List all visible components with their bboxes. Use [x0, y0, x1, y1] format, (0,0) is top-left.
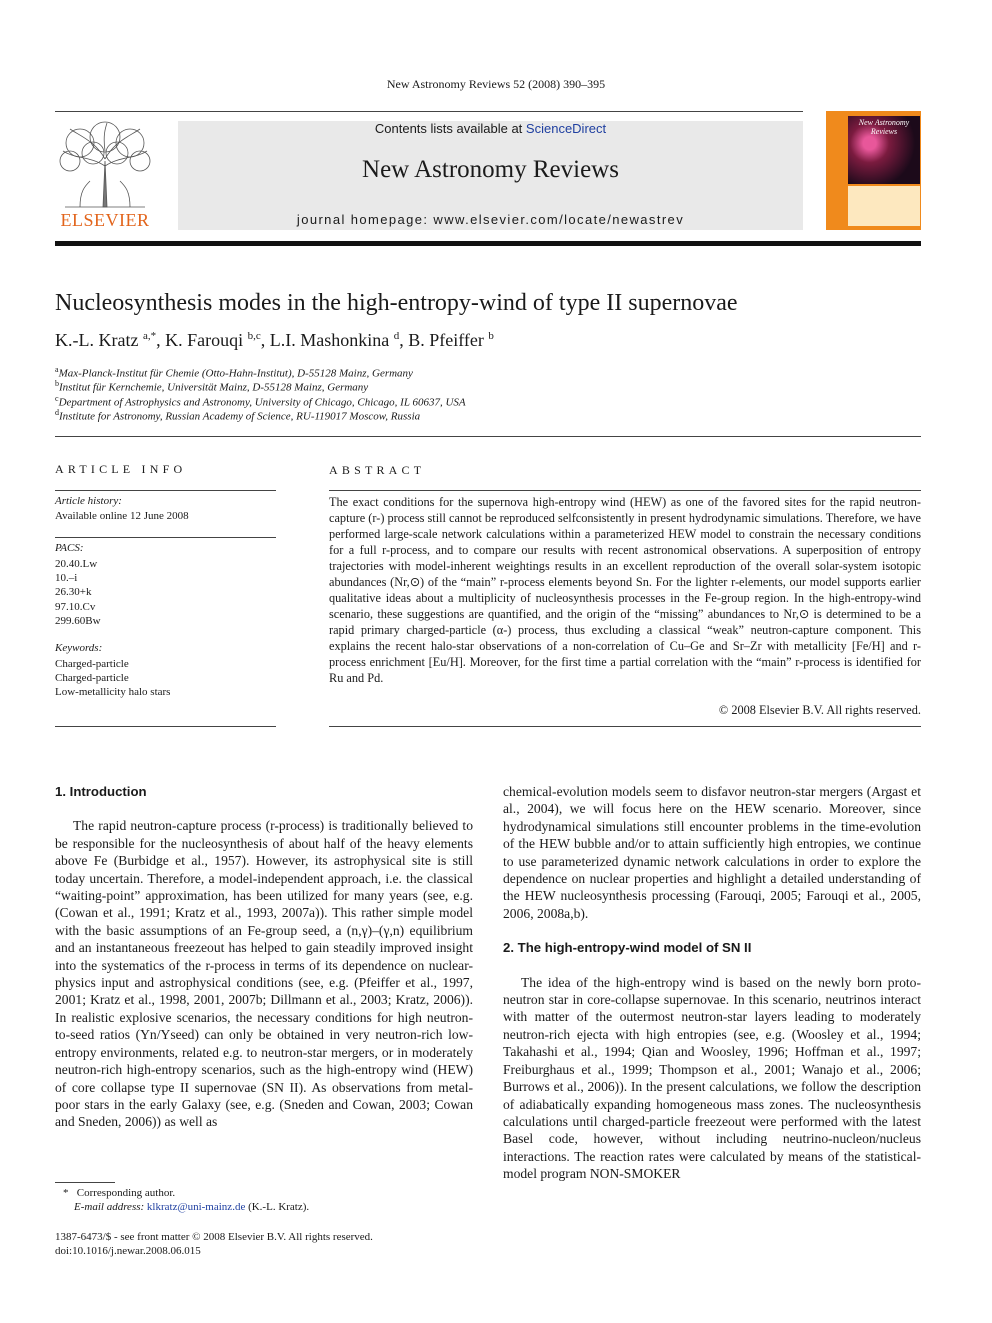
body-right-column — [503, 783, 921, 1183]
contents-prefix: Contents lists available at — [374, 121, 523, 136]
abstract-text: The exact conditions for the supernova high-entropy wind (HEW) as one of the favored sites for the rapid neutron-capture (r-) process still cannot be reproduced selfconsistently in present hydrodynamic simulations. Therefore, we have performed large-scale network calculations within a parameterized HEW model to constrain the necessary conditions for a full r-process, and to compare our results with recent astronomical observations. A superposition of entropy trajectories with model-inherent weightings results in an excellent reproduction of the overall solar-system isotopic abundances (Nr,⊙) of the “main” r-process elements beyond Sn. For the lighter r-elements, our model supports earlier qualitative ideas about a multiplicity of nucleosynthesis processes in the Fe-group region. In the high-entropy-wind scenario, these suggestions are quantified, and the origin of the “missing” abundances to Nr,⊙ is determined to be a rapid primary charged-particle (α-) process, thus excluding a classical “weak” neutron-capture component. This explains the recent halo-star observations of a non-correlation of Cu–Ge and Sr–Zr with metallicity [Fe/H] and r-process enrichment [Eu/H]. Moreover, for the first time a partial correlation with the “main” r-process is identified for Ru and Pd. — [329, 495, 921, 685]
article-info-heading: ARTICLE INFO — [55, 462, 187, 476]
intro-paragraph-continued: chemical-evolution models seem to disfavor neutron-star mergers (Argast et al., 2004), we will focus here on the HEW scenario. Moreover, since hydrodynamical simulations still encounter problems in the time-evolution of the HEW bubble and/or to attain sufficiently high entropies, we continue to use parameterized dynamic network calculations in order to explore the dependence on nuclear properties and highlight a detailed understanding of the HEW nucleosynthesis processing (Farouqi, 2005; Farouqi et al., 2005, 2006, 2008a,b). — [503, 784, 921, 921]
article-title: Nucleosynthesis modes in the high-entropy-wind of type II supernovae — [55, 290, 738, 316]
affiliation-mark: a — [55, 365, 59, 374]
affiliation — [55, 379, 368, 394]
abstract-rule — [329, 490, 921, 491]
pacs-code: 26.30+k — [55, 586, 92, 598]
intro-paragraph: The rapid neutron-capture process (r-process) is traditionally believed to be responsible for the nucleosynthesis of about half of the heavy elements above Fe (Burbidge et al., 1957). However, its astrophysical site is still today uncertain. Therefore, a model-independent approach, i.e. the classical “waiting-point” approximation, has been utilized for many years (see, e.g. (Cowan et al., 1991; Kratz et al., 1993, 2007a)). This rather simple model with the basic assumptions of an Fe-group seed, a (n,γ)–(γ,n) equilibrium and an instantaneous freezeout has helped to gain steadily improved insight into the systematics of the r-process in terms of its dependence on nuclear-physics input and astrophysical conditions (see, e.g. (Pfeiffer et al., 1997, 2001; Kratz et al., 1998, 2001, 2007b; Dillmann et al., 2003; Kratz, 2006)). In realistic explosive scenarios, the necessary conditions for high neutron-to-seed ratios (Yn/Yseed) can only be obtained in very neutron-rich low-entropy environments, related e.g. to neutron-star mergers, or in moderately neutron-rich high-entropy scenarios, such as the high-entropy wind (HEW) of core collapse type II supernovae (SN II). As observations from metal-poor stars in the early Galaxy (see, e.g. (Sneden and Cowan, 2003; Cowan and Sneden, 2006)) as well as — [55, 818, 473, 1130]
author-affil-mark: a,* — [142, 330, 157, 342]
affiliation-mark: b — [55, 379, 59, 388]
pacs-label: PACS: — [55, 542, 84, 554]
journal-homepage — [178, 212, 803, 227]
affiliation-text: Max-Planck-Institut für Chemie (Otto-Hahn-Institut), D-55128 Mainz, Germany — [58, 367, 413, 380]
footnote-rule — [55, 1182, 115, 1183]
journal-reference: New Astronomy Reviews 52 (2008) 390–395 — [386, 77, 606, 91]
info-rule — [55, 537, 276, 538]
keyword: Charged-particle — [55, 672, 129, 684]
corresponding-footnote — [63, 1187, 175, 1199]
header-top-rule — [55, 111, 803, 112]
affiliation-text: Department of Astrophysics and Astronomy, University of Chicago, Chicago, IL 60637, USA — [58, 396, 466, 409]
author-name[interactable]: L.I. Mashonkina — [269, 330, 390, 350]
history-value: Available online 12 June 2008 — [55, 510, 189, 522]
author-affil-mark: b,c — [247, 330, 261, 342]
author-name[interactable]: K. Farouqi — [165, 330, 244, 350]
history-label: Article history: — [55, 495, 122, 507]
issn-line: 1387-6473/$ - see front matter © 2008 Elsevier B.V. All rights reserved. — [55, 1231, 373, 1243]
pacs-code: 20.40.Lw — [55, 558, 98, 570]
pacs-code: 10.–i — [55, 572, 78, 584]
email-owner: (K.-L. Kratz). — [248, 1201, 310, 1213]
email-link[interactable]: klkratz@uni-mainz.de — [146, 1201, 246, 1213]
abstract-heading: ABSTRACT — [329, 463, 426, 477]
cover-stripe — [848, 186, 920, 226]
abstract-copyright: © 2008 Elsevier B.V. All rights reserved. — [718, 703, 921, 717]
affiliation — [55, 394, 466, 409]
section-heading-introduction: 1. Introduction — [55, 784, 147, 799]
affiliation-text: Institute for Astronomy, Russian Academy of Science, RU-119017 Moscow, Russia — [59, 410, 421, 423]
corresponding-text: Corresponding author. — [76, 1187, 176, 1199]
publisher-name: ELSEVIER — [60, 210, 150, 230]
section-heading-hew-model: 2. The high-entropy-wind model of SN II — [503, 940, 752, 956]
journal-name: New Astronomy Reviews — [362, 156, 619, 183]
email-footnote — [74, 1201, 309, 1213]
affiliation-mark: c — [55, 394, 59, 403]
keyword: Low-metallicity halo stars — [55, 686, 171, 698]
homepage-url[interactable]: www.elsevier.com/locate/newastrev — [433, 212, 685, 227]
affiliation — [55, 408, 420, 423]
abstract-bottom-rule — [329, 726, 921, 727]
corresponding-mark: * — [63, 1187, 69, 1199]
pacs-code: 97.10.Cv — [55, 601, 96, 613]
body-left-column — [55, 783, 473, 1131]
info-rule — [55, 726, 276, 727]
keywords-label: Keywords: — [55, 642, 103, 654]
keyword: Charged-particle — [55, 658, 129, 670]
author-affil-mark: b — [488, 330, 494, 342]
hew-paragraph: The idea of the high-entropy wind is based on the newly born proto-neutron star in core-collapse supernovae. In this scenario, neutrinos interact with matter of the outermost neutron-star layers leading to moderately neutron-rich ejecta with high entropies (see, e.g. (Woosley et al., 1994; Takahashi et al., 1994; Qian and Woosley, 1996; Hoffman et al., 1997; Freiburghaus et al., 1999; Thompson et al., 2001; Wanajo et al., 2006; Burrows et al., 2006)). In the present calculations, we follow the description of adiabatically expanding homogeneous mass zones. The nucleosynthesis calculations until charged-particle freezeout were performed with the latest Basel code, however, without including neutrino-nucleon/nucleus interactions. The reaction rates were calculated by means of the statistical-model program NON-SMOKER — [503, 974, 921, 1182]
affiliation — [55, 365, 413, 380]
header-bottom-rule — [55, 241, 921, 246]
doi-line[interactable]: doi:10.1016/j.newar.2008.06.015 — [55, 1245, 201, 1257]
sciencedirect-link[interactable]: ScienceDirect — [525, 121, 607, 136]
pacs-code: 299.60Bw — [55, 615, 101, 627]
author-name[interactable]: K.-L. Kratz — [55, 330, 139, 350]
cover-title: New Astronomy Reviews — [858, 118, 910, 136]
contents-line — [178, 121, 803, 136]
info-rule — [55, 490, 276, 491]
email-label: E-mail address: — [74, 1201, 145, 1213]
author-list: K.-L. Kratz $^{a,*}$, K. Farouqi $^{b,c}$, L.I. Mashonkina $^d$, B. Pfeiffer $^b$ — [55, 330, 494, 350]
affiliation-text: Institut für Kernchemie, Universität Mainz, D-55128 Mainz, Germany — [59, 381, 369, 394]
author-affil-mark: d — [393, 330, 400, 342]
title-block-rule — [55, 436, 921, 437]
homepage-prefix: journal homepage: — [296, 212, 429, 227]
affiliation-mark: d — [55, 408, 59, 417]
author-name[interactable]: B. Pfeiffer — [408, 330, 484, 350]
